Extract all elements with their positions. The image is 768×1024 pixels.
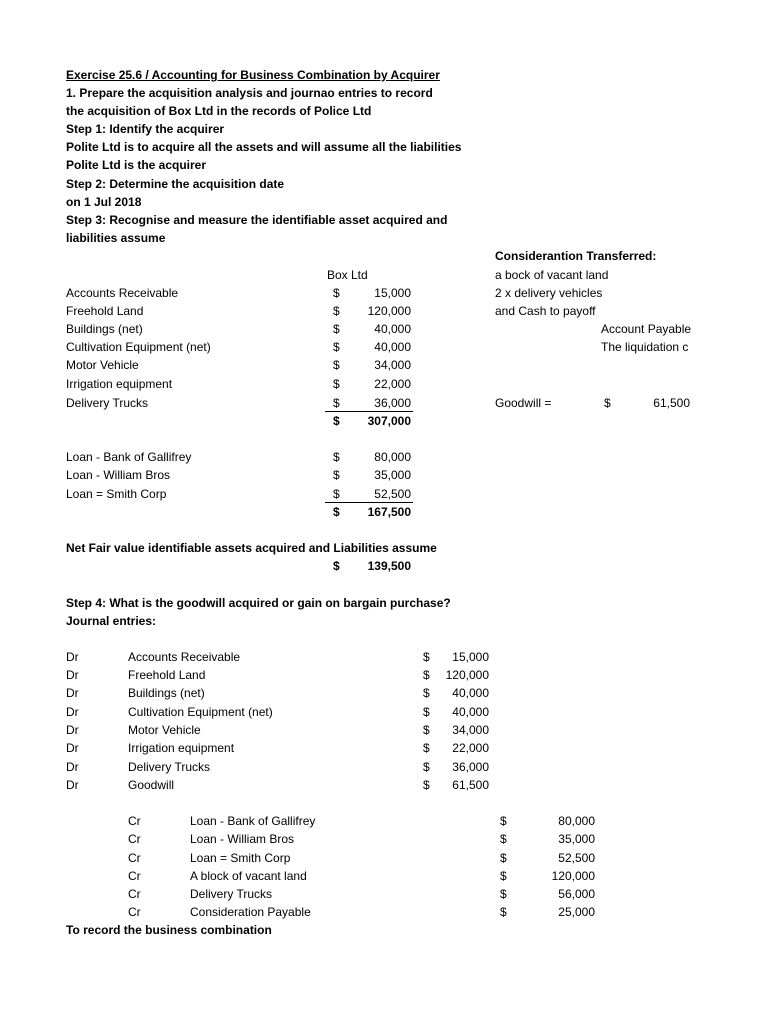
asset-label: Delivery Trucks [66, 396, 149, 410]
journal-cr-amount: 80,000 [558, 814, 595, 828]
journal-cr-account: Loan - William Bros [190, 832, 295, 846]
liquidation-label: The liquidation c [601, 340, 689, 354]
liabilities-subtotal-rule [325, 502, 413, 503]
journal-dr-currency: $ [423, 705, 430, 719]
liability-label: Loan - Bank of Gallifrey [66, 450, 192, 464]
journal-dr-currency: $ [423, 723, 430, 737]
liabilities-total-currency: $ [333, 505, 340, 519]
instruction-line-1: 1. Prepare the acquisition analysis and journao entries to record [66, 86, 433, 100]
step2-heading: Step 2: Determine the acquisition date [66, 177, 285, 191]
net-fair-value-currency: $ [333, 559, 340, 573]
journal-cr-account: Loan = Smith Corp [190, 851, 291, 865]
journal-dr-marker: Dr [66, 705, 79, 719]
asset-currency: $ [333, 286, 340, 300]
net-fair-value-label: Net Fair value identifiable assets acquired and Liabilities assume [66, 541, 437, 555]
asset-currency: $ [333, 304, 340, 318]
journal-dr-amount: 36,000 [452, 760, 489, 774]
journal-dr-currency: $ [423, 650, 430, 664]
liability-amount: 52,500 [374, 487, 411, 501]
asset-amount: 15,000 [374, 286, 411, 300]
step1-conclusion: Polite Ltd is the acquirer [66, 158, 207, 172]
journal-cr-amount: 52,500 [558, 851, 595, 865]
asset-label: Buildings (net) [66, 322, 143, 336]
journal-cr-marker: Cr [128, 887, 141, 901]
journal-cr-marker: Cr [128, 851, 141, 865]
journal-dr-account: Buildings (net) [128, 686, 205, 700]
journal-dr-currency: $ [423, 668, 430, 682]
journal-cr-amount: 120,000 [551, 869, 595, 883]
liability-currency: $ [333, 450, 340, 464]
journal-cr-marker: Cr [128, 905, 141, 919]
journal-dr-amount: 40,000 [452, 686, 489, 700]
consideration-line: 2 x delivery vehicles [495, 286, 603, 300]
journal-dr-amount: 34,000 [452, 723, 489, 737]
asset-amount: 40,000 [374, 340, 411, 354]
journal-cr-marker: Cr [128, 832, 141, 846]
goodwill-value: 61,500 [653, 396, 690, 410]
asset-amount: 120,000 [367, 304, 411, 318]
journal-cr-currency: $ [500, 905, 507, 919]
journal-dr-account: Irrigation equipment [128, 741, 235, 755]
step1-text: Polite Ltd is to acquire all the assets and will assume all the liabilities [66, 140, 462, 154]
journal-dr-currency: $ [423, 741, 430, 755]
journal-cr-amount: 56,000 [558, 887, 595, 901]
journal-dr-marker: Dr [66, 723, 79, 737]
asset-label: Accounts Receivable [66, 286, 179, 300]
journal-dr-account: Freehold Land [128, 668, 206, 682]
journal-dr-marker: Dr [66, 778, 79, 792]
journal-cr-currency: $ [500, 814, 507, 828]
journal-dr-account: Accounts Receivable [128, 650, 241, 664]
consideration-title: Considerantion Transferred: [495, 249, 657, 263]
journal-dr-currency: $ [423, 760, 430, 774]
journal-dr-account: Cultivation Equipment (net) [128, 705, 273, 719]
asset-amount: 22,000 [374, 377, 411, 391]
journal-dr-amount: 120,000 [445, 668, 489, 682]
asset-currency: $ [333, 340, 340, 354]
asset-currency: $ [333, 358, 340, 372]
consideration-line: and Cash to payoff [495, 304, 596, 318]
asset-label: Cultivation Equipment (net) [66, 340, 211, 354]
step3-heading-cont: liabilities assume [66, 231, 166, 245]
journal-dr-amount: 22,000 [452, 741, 489, 755]
journal-cr-account: Delivery Trucks [190, 887, 273, 901]
liability-currency: $ [333, 487, 340, 501]
asset-label: Motor Vehicle [66, 358, 139, 372]
step2-date: on 1 Jul 2018 [66, 195, 142, 209]
journal-dr-amount: 40,000 [452, 705, 489, 719]
journal-dr-marker: Dr [66, 741, 79, 755]
journal-dr-account: Delivery Trucks [128, 760, 211, 774]
journal-cr-currency: $ [500, 887, 507, 901]
journal-dr-account: Motor Vehicle [128, 723, 201, 737]
journal-cr-amount: 25,000 [558, 905, 595, 919]
asset-label: Irrigation equipment [66, 377, 173, 391]
journal-dr-marker: Dr [66, 760, 79, 774]
asset-amount: 40,000 [374, 322, 411, 336]
asset-label: Freehold Land [66, 304, 144, 318]
assets-total: 307,000 [367, 414, 411, 428]
step4-heading: Step 4: What is the goodwill acquired or gain on bargain purchase? [66, 596, 451, 610]
journal-narration: To record the business combination [66, 923, 272, 937]
asset-currency: $ [333, 396, 340, 410]
journal-cr-currency: $ [500, 851, 507, 865]
journal-dr-currency: $ [423, 686, 430, 700]
asset-amount: 36,000 [374, 396, 411, 410]
exercise-title: Exercise 25.6 / Accounting for Business Combination by Acquirer [66, 68, 440, 82]
asset-currency: $ [333, 377, 340, 391]
journal-cr-account: A block of vacant land [190, 869, 307, 883]
liability-amount: 80,000 [374, 450, 411, 464]
assets-subtotal-rule [325, 411, 413, 412]
journal-cr-marker: Cr [128, 814, 141, 828]
journal-cr-marker: Cr [128, 869, 141, 883]
journal-dr-amount: 61,500 [452, 778, 489, 792]
journal-cr-account: Consideration Payable [190, 905, 311, 919]
liabilities-total: 167,500 [367, 505, 411, 519]
journal-cr-amount: 35,000 [558, 832, 595, 846]
instruction-line-2: the acquisition of Box Ltd in the records of Police Ltd [66, 104, 372, 118]
journal-cr-account: Loan - Bank of Gallifrey [190, 814, 316, 828]
journal-dr-marker: Dr [66, 650, 79, 664]
goodwill-label: Goodwill = [495, 396, 552, 410]
journal-dr-amount: 15,000 [452, 650, 489, 664]
goodwill-currency: $ [604, 396, 611, 410]
journal-dr-account: Goodwill [128, 778, 175, 792]
consideration-line: a bock of vacant land [495, 268, 609, 282]
assets-total-currency: $ [333, 414, 340, 428]
journal-dr-marker: Dr [66, 668, 79, 682]
box-ltd-heading: Box Ltd [327, 268, 368, 282]
asset-currency: $ [333, 322, 340, 336]
liability-currency: $ [333, 468, 340, 482]
net-fair-value: 139,500 [367, 559, 411, 573]
journal-dr-currency: $ [423, 778, 430, 792]
journal-dr-marker: Dr [66, 686, 79, 700]
journal-entries-label: Journal entries: [66, 614, 157, 628]
account-payable-label: Account Payable [601, 322, 692, 336]
journal-cr-currency: $ [500, 832, 507, 846]
liability-label: Loan - William Bros [66, 468, 171, 482]
liability-amount: 35,000 [374, 468, 411, 482]
liability-label: Loan = Smith Corp [66, 487, 167, 501]
step3-heading: Step 3: Recognise and measure the identifiable asset acquired and [66, 213, 448, 227]
step1-heading: Step 1: Identify the acquirer [66, 122, 225, 136]
journal-cr-currency: $ [500, 869, 507, 883]
asset-amount: 34,000 [374, 358, 411, 372]
